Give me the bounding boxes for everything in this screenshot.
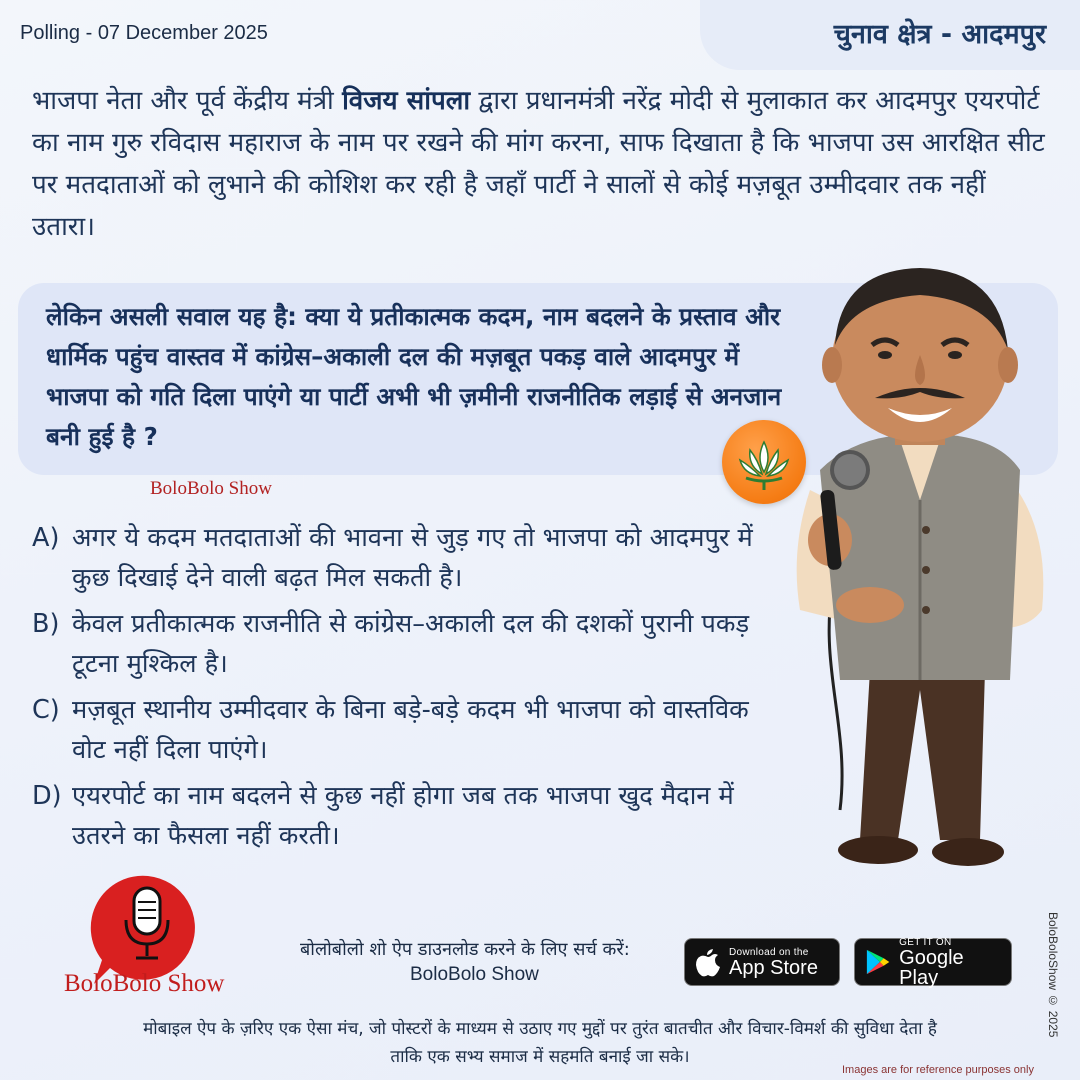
poll-question: लेकिन असली सवाल यह है: क्या ये प्रतीकात्मक कदम, नाम बदलने के प्रस्ताव और धार्मिक पहुंच वास्तव में कांग्रेस–अकाली दल की मज़बूत पकड़ वाले आदमपुर में भाजपा को गति दिला पाएंगे या पार्टी अभी भी ज़मीनी राजनीतिक लड़ाई से अनजान बनी हुई है ? <box>46 302 782 451</box>
download-prompt: बोलोबोलो शो ऐप डाउनलोड करने के लिए सर्च करें: <box>300 939 630 960</box>
app-store-button[interactable] <box>684 938 840 986</box>
option-text: एयरपोर्ट का नाम बदलने से कुछ नहीं होगा जब तक भाजपा खुद मैदान में उतरने का फैसला नहीं करती। <box>72 781 734 851</box>
footer-line-1: मोबाइल ऐप के ज़रिए एक ऐसा मंच, जो पोस्टरों के माध्यम से उठाए गए मुद्दों पर तुरंत बातचीत और विचार-विमर्श की सुविधा देता है <box>143 1019 937 1039</box>
copyright-notice: BoloBoloShow © 2025 <box>1046 912 1060 1038</box>
constituency-title: चुनाव क्षेत्र - आदमपुर <box>833 19 1046 50</box>
footer-line-2: ताकि एक सभ्य समाज में सहमति बनाई जा सके। <box>390 1047 690 1067</box>
option-text: केवल प्रतीकात्मक राजनीति से कांग्रेस–अकाली दल की दशकों पुरानी पकड़ टूटना मुश्किल है। <box>72 609 750 679</box>
google-play-caption: GET IT ON <box>899 936 952 948</box>
play-store-icon <box>865 947 891 977</box>
brand-logo-text: BoloBolo Show <box>64 970 225 997</box>
google-play-label: Google Play <box>899 946 964 989</box>
download-app-name: BoloBolo Show <box>410 964 539 985</box>
option-c[interactable] <box>32 690 772 770</box>
leader-name: विजय सांपला <box>342 86 471 116</box>
option-letter: D) <box>32 781 62 811</box>
image-disclaimer: Images are for reference purposes only <box>842 1064 1034 1076</box>
option-b[interactable] <box>32 604 772 684</box>
apple-icon <box>695 947 721 977</box>
app-store-caption: Download on the <box>729 946 809 958</box>
poll-date: Polling - 07 December 2025 <box>20 22 268 44</box>
intro-text-end: द्वारा प्रधानमंत्री नरेंद्र मोदी से मुलाकात कर आदमपुर एयरपोर्ट का नाम गुरु रविदास महाराज के नाम पर रखने की मांग करना, साफ दिखाता है कि भाजपा उस आरक्षित सीट पर मतदाताओं को लुभाने की कोशिश कर रही है जहाँ पार्टी ने सालों से कोई मज़बूत उम्मीदवार तक नहीं उतारा। <box>32 86 1045 242</box>
footer-text <box>30 1015 1050 1071</box>
option-a[interactable] <box>32 518 772 598</box>
option-text: अगर ये कदम मतदाताओं की भावना से जुड़ गए तो भाजपा को आदमपुर में कुछ दिखाई देने वाली बढ़त मिल सकती है। <box>72 523 753 593</box>
app-store-label: App Store <box>729 956 818 979</box>
politician-illustration <box>780 250 1060 890</box>
option-d[interactable] <box>32 776 772 856</box>
option-letter: B) <box>32 609 60 639</box>
intro-paragraph <box>32 80 1052 248</box>
intro-text-start: भाजपा नेता और पूर्व केंद्रीय मंत्री <box>32 86 343 116</box>
option-text: मज़बूत स्थानीय उम्मीदवार के बिना बड़े-बड़े कदम भी भाजपा को वास्तविक वोट नहीं दिला पाएंगे। <box>72 695 749 765</box>
poll-options <box>32 518 772 862</box>
option-letter: A) <box>32 523 60 553</box>
google-play-button[interactable] <box>854 936 1012 989</box>
lotus-icon <box>722 420 806 504</box>
brand-watermark: BoloBolo Show <box>150 478 272 499</box>
option-letter: C) <box>32 695 60 725</box>
